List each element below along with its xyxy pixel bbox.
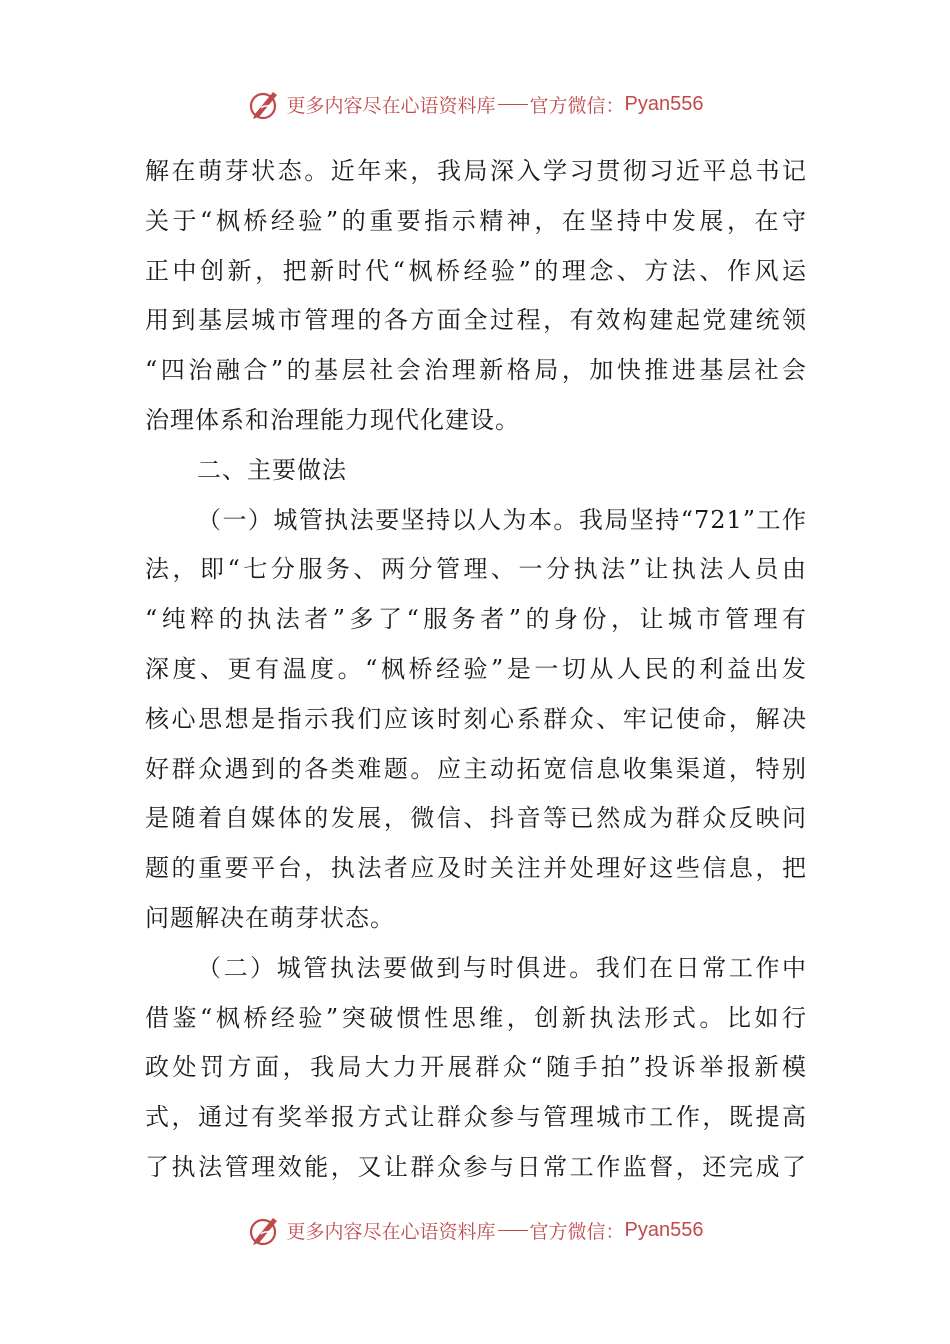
text-line: 治理体系和治理能力现代化建设。	[145, 405, 520, 434]
banner-wechat-label: 官方微信：	[529, 94, 625, 117]
pen-logo-icon	[247, 86, 283, 122]
text-line: “四治融合”的基层社会治理新格局，加快推进基层社会	[145, 356, 807, 385]
pen-logo-icon	[247, 1212, 283, 1248]
banner-title: 更多内容尽在心语资料库	[286, 94, 496, 117]
banner-wechat-label: 官方微信：	[529, 1220, 625, 1243]
banner-dash	[498, 104, 528, 105]
banner-title: 更多内容尽在心语资料库	[286, 1220, 496, 1243]
text-line: 是随着自媒体的发展，微信、抖音等已然成为群众反映问	[145, 804, 807, 833]
text-line: 问题解决在萌芽状态。	[145, 903, 395, 932]
text-line: 深度、更有温度。“枫桥经验”是一切从人民的利益出发	[145, 654, 807, 683]
text-line: 了执法管理效能，又让群众参与日常工作监督，还完成了	[145, 1152, 807, 1181]
document-body	[145, 147, 807, 1193]
text-line: 政处罚方面，我局大力开展群众“随手拍”投诉举报新模	[145, 1053, 807, 1082]
text-line: 正中创新，把新时代“枫桥经验”的理念、方法、作风运	[145, 256, 807, 285]
text-line: 核心思想是指示我们应该时刻心系群众、牢记使命，解决	[145, 704, 807, 733]
text-line: 法，即“七分服务、两分管理、一分执法”让执法人员由	[145, 555, 807, 584]
banner-wechat-id: Pyan556	[624, 92, 704, 115]
section-heading: 二、主要做法	[197, 455, 347, 484]
header-banner	[0, 82, 950, 126]
text-line: 式，通过有奖举报方式让群众参与管理城市工作，既提高	[145, 1103, 807, 1132]
banner-wechat-id: Pyan556	[624, 1218, 704, 1241]
text-line: “纯粹的执法者”多了“服务者”的身份，让城市管理有	[145, 605, 807, 634]
text-line: 好群众遇到的各类难题。应主动拓宽信息收集渠道，特别	[145, 754, 807, 783]
banner-dash	[498, 1230, 528, 1231]
text-line: 用到基层城市管理的各方面全过程，有效构建起党建统领	[145, 306, 807, 335]
text-line: 借鉴“枫桥经验”突破惯性思维，创新执法形式。比如行	[145, 1003, 807, 1032]
text-line: （一）城管执法要坚持以人为本。我局坚持“721”工作	[197, 505, 807, 534]
text-line: 关于“枫桥经验”的重要指示精神，在坚持中发展，在守	[145, 206, 807, 235]
text-line: 解在萌芽状态。近年来，我局深入学习贯彻习近平总书记	[145, 157, 807, 185]
footer-banner	[0, 1208, 950, 1252]
text-line: （二）城管执法要做到与时俱进。我们在日常工作中	[197, 953, 807, 982]
text-line: 题的重要平台，执法者应及时关注并处理好这些信息，把	[145, 854, 807, 883]
